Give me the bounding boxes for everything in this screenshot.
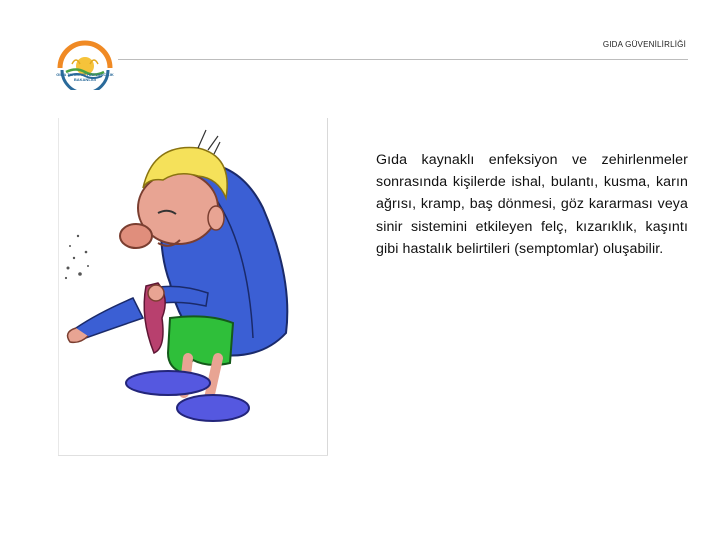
page-header-title: GIDA GÜVENİLİRLİĞİ [602, 40, 686, 49]
symptoms-paragraph: Gıda kaynaklı enfeksiyon ve zehirlenmeler sonrasında kişilerde ishal, bulantı, kusma, karın ağrısı, kramp, baş dönmesi, göz kararması veya sinir sistemini etkileyen felç, kızarıklık, kaşıntı gibi hastalık belirtileri (semptomlar) oluşabilir. [376, 152, 688, 257]
logo-caption: GIDA TARIM VE HAYVANCILIK BAKANLIĞI [56, 72, 114, 82]
header-divider [118, 59, 688, 60]
sick-man-illustration [58, 118, 328, 456]
